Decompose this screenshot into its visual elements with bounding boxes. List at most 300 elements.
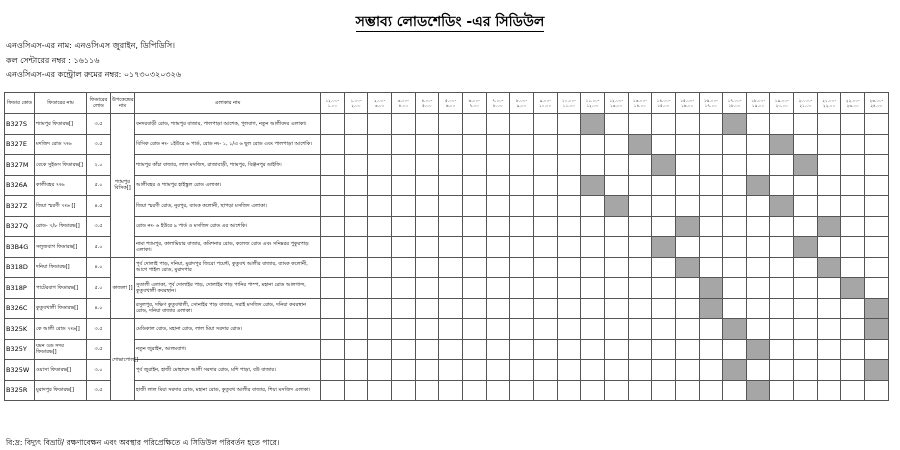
empty-slot: [439, 196, 463, 217]
shaded-slot: [770, 134, 794, 155]
empty-slot: [675, 114, 699, 135]
empty-slot: [462, 175, 486, 196]
shaded-slot: [652, 237, 676, 258]
empty-slot: [675, 298, 699, 319]
empty-slot: [321, 298, 345, 319]
time-slot-end: ৪.০০: [398, 103, 409, 108]
empty-slot: [462, 257, 486, 278]
shaded-slot: [746, 175, 770, 196]
schedule-body: [5, 114, 889, 401]
empty-slot: [794, 257, 818, 278]
empty-slot: [699, 155, 723, 176]
empty-slot: [794, 175, 818, 196]
empty-slot: [817, 298, 841, 319]
empty-slot: [604, 339, 628, 360]
empty-slot: [462, 134, 486, 155]
empty-slot: [391, 339, 415, 360]
table-row: [5, 134, 889, 155]
empty-slot: [391, 257, 415, 278]
empty-slot: [344, 196, 368, 217]
empty-slot: [604, 175, 628, 196]
feeder-name: মুরাদপুর ফিডারভ[]: [35, 380, 87, 401]
empty-slot: [321, 380, 345, 401]
empty-slot: [344, 257, 368, 278]
empty-slot: [391, 278, 415, 299]
empty-slot: [321, 216, 345, 237]
shaded-slot: [604, 196, 628, 217]
empty-slot: [699, 196, 723, 217]
substation-name: শ্যামপুর বিসিক[]: [111, 114, 135, 258]
empty-slot: [841, 380, 865, 401]
empty-slot: [770, 175, 794, 196]
empty-slot: [368, 175, 392, 196]
empty-slot: [770, 360, 794, 381]
empty-slot: [533, 155, 557, 176]
time-slot-end: ১৯.০০: [752, 103, 765, 108]
empty-slot: [533, 380, 557, 401]
table-row: [5, 298, 889, 319]
empty-slot: [581, 278, 605, 299]
time-slot-header: [439, 93, 463, 114]
empty-slot: [746, 114, 770, 135]
empty-slot: [344, 298, 368, 319]
empty-slot: [462, 380, 486, 401]
empty-slot: [486, 216, 510, 237]
empty-slot: [415, 134, 439, 155]
time-slot-start: ১৫.০০-: [680, 98, 695, 103]
area-name: পূর্ব দোলাই পাড়, দনিয়া, মুরাদপুর জিরো পয়েন্ট, কুতুবখ আলীর বাজার, ব্যাংক কলোনী, আগে পাইল রোড, মুরাদপার: [135, 257, 321, 278]
empty-slot: [486, 319, 510, 340]
empty-slot: [557, 114, 581, 135]
time-slot-end: ২০.০০: [775, 103, 788, 108]
substation-name: শোভাপোল[]: [111, 319, 135, 401]
time-slot-header: [368, 93, 392, 114]
time-slot-header: [794, 93, 818, 114]
empty-slot: [486, 278, 510, 299]
empty-slot: [817, 319, 841, 340]
empty-slot: [628, 196, 652, 217]
feeder-load: ৫.০: [87, 175, 111, 196]
time-slot-header: [604, 93, 628, 114]
empty-slot: [628, 175, 652, 196]
time-slot-header: [391, 93, 415, 114]
empty-slot: [794, 339, 818, 360]
empty-slot: [865, 237, 889, 258]
empty-slot: [533, 237, 557, 258]
empty-slot: [321, 257, 345, 278]
empty-slot: [391, 175, 415, 196]
feeder-code: B3B4G: [5, 237, 35, 258]
empty-slot: [415, 339, 439, 360]
feeder-code: B318D: [5, 257, 35, 278]
empty-slot: [865, 339, 889, 360]
empty-slot: [486, 360, 510, 381]
time-slot-end: ২৩.০০: [846, 103, 859, 108]
empty-slot: [533, 339, 557, 360]
empty-slot: [533, 257, 557, 278]
empty-slot: [415, 278, 439, 299]
empty-slot: [865, 175, 889, 196]
empty-slot: [557, 339, 581, 360]
empty-slot: [510, 237, 534, 258]
title-text: সম্ভাব্য লোডশেডিং -এর সিডিউল: [355, 14, 545, 30]
empty-slot: [439, 114, 463, 135]
empty-slot: [368, 380, 392, 401]
empty-slot: [415, 114, 439, 135]
feeder-name: কালীবহর ৭ং৬: [35, 175, 87, 196]
empty-slot: [652, 298, 676, 319]
header-row: [5, 93, 889, 114]
feeder-name: ওয়াসা ফিডারভ[]: [35, 360, 87, 381]
area-name: রোড নং- ৬ ইউরে ৯ পার্ড ও মসজিদ রোড এর আশেকি।: [135, 216, 321, 237]
header-feeder-code: ফিডার কোড: [5, 93, 35, 114]
empty-slot: [841, 114, 865, 135]
shaded-slot: [723, 319, 747, 340]
empty-slot: [746, 155, 770, 176]
empty-slot: [368, 155, 392, 176]
shaded-slot: [794, 155, 818, 176]
feeder-name: কুতুবখালী ফিডারভ[]: [35, 298, 87, 319]
empty-slot: [699, 216, 723, 237]
empty-slot: [533, 319, 557, 340]
feeder-load: ৩.৫: [87, 339, 111, 360]
empty-slot: [675, 196, 699, 217]
empty-slot: [462, 196, 486, 217]
feeder-code: B325W: [5, 360, 35, 381]
empty-slot: [533, 114, 557, 135]
empty-slot: [699, 237, 723, 258]
empty-slot: [462, 339, 486, 360]
feeder-name: বেকে সুইডস ফিডারভ[]: [35, 155, 87, 176]
empty-slot: [415, 298, 439, 319]
empty-slot: [628, 339, 652, 360]
header-substation: উপকেন্দ্রের নাম: [111, 93, 135, 114]
empty-slot: [817, 380, 841, 401]
page-title: [0, 10, 900, 34]
empty-slot: [746, 134, 770, 155]
empty-slot: [344, 114, 368, 135]
empty-slot: [581, 298, 605, 319]
time-slot-end: ৬.০০: [445, 103, 456, 108]
empty-slot: [652, 360, 676, 381]
empty-slot: [510, 339, 534, 360]
empty-slot: [746, 216, 770, 237]
empty-slot: [486, 298, 510, 319]
time-slot-end: ১২.০০: [586, 103, 599, 108]
empty-slot: [439, 319, 463, 340]
feeder-code: B326A: [5, 175, 35, 196]
header-load: ফিডারের লোড: [87, 93, 111, 114]
empty-slot: [746, 196, 770, 217]
time-slot-header: [486, 93, 510, 114]
empty-slot: [368, 237, 392, 258]
time-slot-start: ১৬.০০-: [703, 98, 718, 103]
empty-slot: [675, 134, 699, 155]
empty-slot: [746, 237, 770, 258]
empty-slot: [557, 216, 581, 237]
empty-slot: [746, 319, 770, 340]
time-slot-header: [841, 93, 865, 114]
empty-slot: [391, 216, 415, 237]
empty-slot: [865, 196, 889, 217]
table-row: [5, 360, 889, 381]
empty-slot: [699, 257, 723, 278]
empty-slot: [604, 237, 628, 258]
empty-slot: [841, 196, 865, 217]
empty-slot: [486, 175, 510, 196]
area-name: নামা শ্যামপুর, কালামিয়ার বাজার, কমিশনার রোড, কলেজ রোড এবং সনিম্নরর পুকুরপাড় এলাকা।: [135, 237, 321, 258]
empty-slot: [604, 278, 628, 299]
time-slot-start: ১১.০০-: [585, 98, 600, 103]
time-slot-header: [533, 93, 557, 114]
empty-slot: [794, 298, 818, 319]
empty-slot: [628, 278, 652, 299]
empty-slot: [439, 155, 463, 176]
empty-slot: [368, 196, 392, 217]
time-slot-header: [817, 93, 841, 114]
empty-slot: [699, 134, 723, 155]
time-slot-end: ২২.০০: [822, 103, 836, 108]
empty-slot: [652, 216, 676, 237]
empty-slot: [344, 360, 368, 381]
empty-slot: [415, 257, 439, 278]
empty-slot: [581, 237, 605, 258]
time-slot-header: [675, 93, 699, 114]
empty-slot: [675, 319, 699, 340]
empty-slot: [344, 134, 368, 155]
empty-slot: [604, 380, 628, 401]
empty-slot: [723, 278, 747, 299]
empty-slot: [510, 360, 534, 381]
time-slot-header: [581, 93, 605, 114]
substation-name: কাজলা []: [111, 257, 135, 319]
time-slot-header: [462, 93, 486, 114]
empty-slot: [557, 380, 581, 401]
empty-slot: [841, 134, 865, 155]
empty-slot: [391, 155, 415, 176]
empty-slot: [628, 237, 652, 258]
table-row: [5, 278, 889, 299]
time-slot-start: ২০.০০-: [798, 98, 813, 103]
empty-slot: [604, 298, 628, 319]
time-slot-start: ২.০০-: [374, 98, 386, 103]
time-slot-start: ১৯.০০-: [774, 98, 789, 103]
empty-slot: [628, 298, 652, 319]
empty-slot: [344, 237, 368, 258]
empty-slot: [604, 155, 628, 176]
empty-slot: [723, 237, 747, 258]
empty-slot: [486, 114, 510, 135]
feeder-load: ৪.৫: [87, 196, 111, 217]
nocs-name: এনওসিএস-এর নাম: এনওসিএস জুরাইন, ডিপিডিসি।: [6, 41, 176, 50]
empty-slot: [675, 175, 699, 196]
empty-slot: [699, 339, 723, 360]
empty-slot: [628, 114, 652, 135]
shaded-slot: [581, 114, 605, 135]
empty-slot: [865, 278, 889, 299]
empty-slot: [841, 237, 865, 258]
empty-slot: [723, 134, 747, 155]
empty-slot: [321, 175, 345, 196]
time-slot-end: ১৫.০০: [657, 103, 670, 108]
time-slot-header: [723, 93, 747, 114]
time-slot-end: ১৬.০০: [681, 103, 694, 108]
empty-slot: [770, 298, 794, 319]
time-slot-start: ২১.০০-: [822, 98, 836, 103]
empty-slot: [344, 175, 368, 196]
empty-slot: [557, 175, 581, 196]
time-slot-start: ১৪.০০-: [656, 98, 671, 103]
empty-slot: [581, 155, 605, 176]
time-slot-header: [557, 93, 581, 114]
empty-slot: [628, 216, 652, 237]
time-slot-end: ১০.০০: [539, 103, 552, 108]
empty-slot: [581, 257, 605, 278]
empty-slot: [533, 298, 557, 319]
time-slot-start: ১৩.০০-: [632, 98, 647, 103]
empty-slot: [321, 339, 345, 360]
empty-slot: [675, 339, 699, 360]
empty-slot: [841, 155, 865, 176]
empty-slot: [675, 380, 699, 401]
empty-slot: [794, 278, 818, 299]
empty-slot: [557, 237, 581, 258]
shaded-slot: [723, 114, 747, 135]
feeder-code: B318P: [5, 278, 35, 299]
shaded-slot: [699, 298, 723, 319]
feeder-load: ৩.৫: [87, 114, 111, 135]
shaded-slot: [770, 196, 794, 217]
time-slot-header: [344, 93, 368, 114]
empty-slot: [486, 339, 510, 360]
empty-slot: [865, 257, 889, 278]
empty-slot: [344, 380, 368, 401]
empty-slot: [486, 380, 510, 401]
empty-slot: [770, 114, 794, 135]
control-room-number: এনওসিএস-এর কন্ট্রোল রুমের নম্বর: ০১৭৩০৩২০৩২৬: [6, 70, 182, 79]
empty-slot: [817, 360, 841, 381]
empty-slot: [510, 134, 534, 155]
time-slot-start: ৪.০০-: [421, 98, 433, 103]
time-slot-end: ১৪.০০: [633, 103, 646, 108]
time-slot-start: ৩.০০-: [397, 98, 409, 103]
empty-slot: [794, 319, 818, 340]
empty-slot: [604, 114, 628, 135]
empty-slot: [368, 360, 392, 381]
empty-slot: [841, 298, 865, 319]
empty-slot: [368, 298, 392, 319]
empty-slot: [841, 319, 865, 340]
shaded-slot: [581, 175, 605, 196]
empty-slot: [321, 196, 345, 217]
empty-slot: [368, 257, 392, 278]
empty-slot: [699, 380, 723, 401]
empty-slot: [510, 257, 534, 278]
time-slot-header: [865, 93, 889, 114]
shaded-slot: [628, 134, 652, 155]
empty-slot: [510, 380, 534, 401]
shaded-slot: [746, 380, 770, 401]
call-center-number: কল সেন্টারের নম্বর : ১৬১১৬: [6, 56, 100, 65]
empty-slot: [581, 360, 605, 381]
table-row: [5, 175, 889, 196]
time-slot-end: ১৩.০০: [610, 103, 623, 108]
empty-slot: [865, 380, 889, 401]
empty-slot: [415, 216, 439, 237]
empty-slot: [557, 134, 581, 155]
empty-slot: [321, 155, 345, 176]
shaded-slot: [865, 319, 889, 340]
shaded-slot: [865, 360, 889, 381]
empty-slot: [865, 134, 889, 155]
empty-slot: [675, 155, 699, 176]
shaded-slot: [794, 237, 818, 258]
feeder-load: ৫.০: [87, 278, 111, 299]
feeder-name: জিয়া স্মরণী ৭ং৬ []: [35, 196, 87, 217]
empty-slot: [533, 360, 557, 381]
area-name: রসুলপুর, দক্ষিণ কুতুবখালী, সোনাইর পাড় বাজার, সরাই মসজিদ রোড, দনিয়া কবরস্থান রোড, দনিয়া বাজার এলাকা।: [135, 298, 321, 319]
area-name: আলীবহর ও শ্যামপুর হাইস্কুল রোড এলাকা।: [135, 175, 321, 196]
shaded-slot: [841, 278, 865, 299]
feeder-code: B327M: [5, 155, 35, 176]
empty-slot: [770, 380, 794, 401]
time-slot-header: [770, 93, 794, 114]
empty-slot: [770, 216, 794, 237]
empty-slot: [557, 257, 581, 278]
feeder-code: B326C: [5, 298, 35, 319]
empty-slot: [723, 216, 747, 237]
empty-slot: [699, 319, 723, 340]
header-area: এলাকার নাম: [135, 93, 321, 114]
time-slot-start: ২২.০০-: [845, 98, 860, 103]
time-slot-start: ১৮.০০-: [751, 98, 765, 103]
time-slot-end: ১৮.০০: [728, 103, 741, 108]
time-slot-header: [746, 93, 770, 114]
empty-slot: [817, 175, 841, 196]
table-row: [5, 237, 889, 258]
empty-slot: [604, 216, 628, 237]
shaded-slot: [652, 155, 676, 176]
empty-slot: [794, 114, 818, 135]
empty-slot: [439, 257, 463, 278]
empty-slot: [321, 278, 345, 299]
empty-slot: [368, 216, 392, 237]
empty-slot: [865, 114, 889, 135]
empty-slot: [439, 380, 463, 401]
time-slot-start: ৫.০০-: [445, 98, 457, 103]
empty-slot: [723, 155, 747, 176]
empty-slot: [439, 360, 463, 381]
feeder-load: ৪.০: [87, 257, 111, 278]
empty-slot: [770, 257, 794, 278]
empty-slot: [439, 175, 463, 196]
empty-slot: [321, 237, 345, 258]
time-slot-end: ৫.০০: [422, 103, 432, 108]
empty-slot: [344, 216, 368, 237]
empty-slot: [462, 114, 486, 135]
empty-slot: [368, 278, 392, 299]
empty-slot: [462, 360, 486, 381]
empty-slot: [770, 278, 794, 299]
time-slot-start: ১৭.০০-: [727, 98, 742, 103]
empty-slot: [723, 196, 747, 217]
empty-slot: [699, 114, 723, 135]
empty-slot: [675, 360, 699, 381]
empty-slot: [391, 237, 415, 258]
empty-slot: [321, 114, 345, 135]
shaded-slot: [746, 339, 770, 360]
feeder-name: কে আলী রোড ৭ং৬[]: [35, 319, 87, 340]
